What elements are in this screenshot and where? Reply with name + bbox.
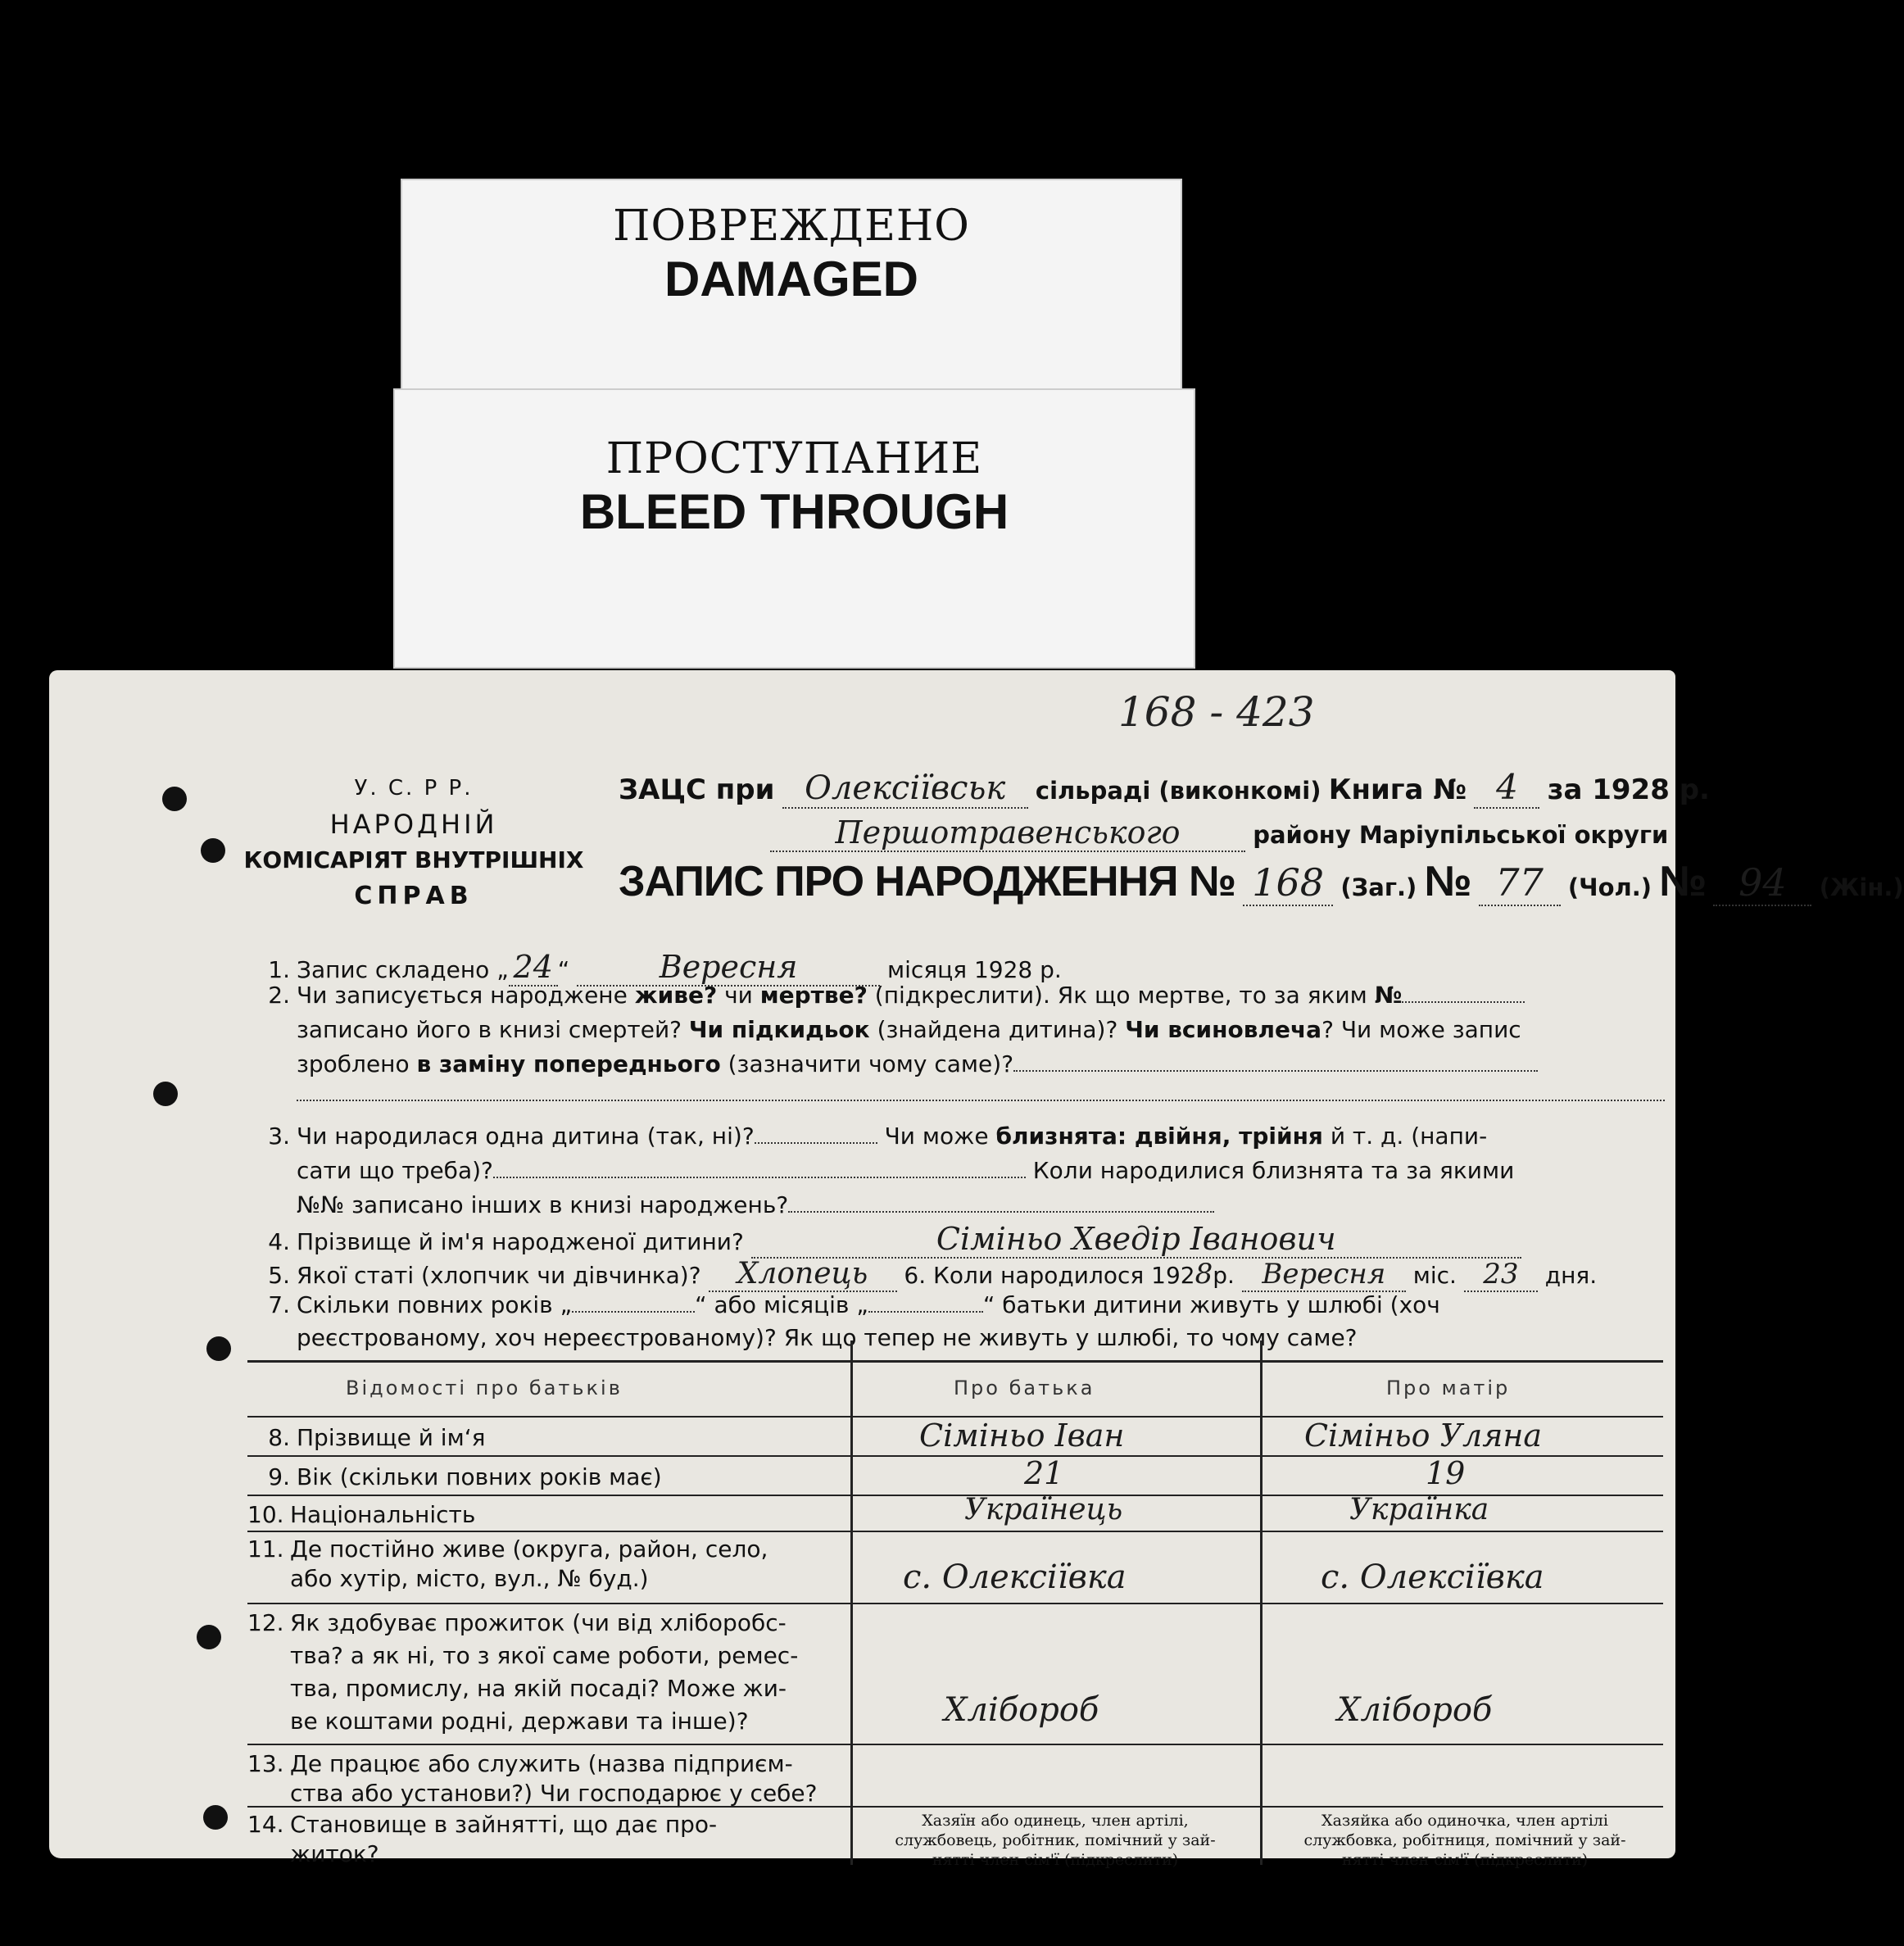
table-row-label: 11. Де постійно живе (округа, район, село, xyxy=(247,1535,768,1563)
table-header-mother: Про матір xyxy=(1386,1377,1511,1399)
child-name-field: Сіміньо Хведір Іванович xyxy=(751,1221,1521,1259)
punch-hole xyxy=(201,838,225,863)
birth-record-document xyxy=(49,670,1904,1869)
record-title xyxy=(619,857,1904,906)
father-name: Сіміньо Іван xyxy=(919,1418,1125,1454)
question-5-6: 5. Якої статі (хлопчик чи дівчинка)? Хлопець 6. Коли народилося 1928р. Вересня міс. 23 дня. xyxy=(268,1257,1598,1291)
damaged-label-ru: ПОВРЕЖДЕНО xyxy=(613,202,970,251)
table-row-label: 10. Національність xyxy=(247,1501,476,1528)
commissariat-line1: НАРОДНІЙ xyxy=(329,809,498,840)
table-row-label-cont: житок? xyxy=(290,1840,379,1867)
table-row-label: 9. Вік (скільки повних років має) xyxy=(268,1463,662,1490)
bleed-label-ru: ПРОСТУПАНИЕ xyxy=(605,434,983,483)
female-number: 94 xyxy=(1713,860,1811,906)
table-row-label-cont: або хутір, місто, вул., № буд.) xyxy=(290,1565,649,1592)
table-header-father: Про батька xyxy=(954,1377,1095,1399)
archive-number: 168 - 423 xyxy=(1118,688,1315,736)
question-2-line3: зроблено в заміну попереднього (зазначити чому саме)? xyxy=(297,1050,1538,1077)
question-2-line2: записано його в книзі смертей? Чи підкидьок (знайдена дитина)? Чи всиновлеча? Чи може запис xyxy=(297,1016,1521,1043)
question-7-line2: реєстрованому, хоч нереєстрованому)? Як що тепер не живуть у шлюбі, то чому саме? xyxy=(297,1324,1358,1351)
village-field: Олексіївськ xyxy=(782,769,1028,809)
table-row-label-cont: ства або установи?) Чи господарює у себе? xyxy=(290,1780,818,1807)
district-label: району Маріупільської округи xyxy=(1253,821,1669,849)
female-label: (Жін.) xyxy=(1819,873,1904,901)
question-3-line3: №№ записано інших в книзі народжень? xyxy=(297,1191,1214,1218)
birth-year-digit: 8 xyxy=(1195,1258,1213,1291)
table-row-label: 14. Становище в зайнятті, що дає про- xyxy=(247,1811,718,1838)
question-1: 1. Запис складено „ 24 “ Вересня місяця 1928 р. xyxy=(268,949,1062,985)
header-district-line xyxy=(770,814,1668,852)
mother-age: 19 xyxy=(1426,1455,1466,1491)
title-text: ЗАПИС ПРО НАРОДЖЕННЯ № xyxy=(619,858,1235,905)
year-label: за 1928 р. xyxy=(1547,773,1710,806)
father-age: 21 xyxy=(1024,1455,1064,1491)
bleed-through-label-card xyxy=(393,388,1195,669)
silradi-label: сільраді (виконкомі) xyxy=(1035,777,1321,805)
header-registry-line xyxy=(619,767,1710,809)
commissariat-line2: КОМІСАРІЯТ ВНУТРІШНІХ xyxy=(243,846,584,873)
female-no-sign: № xyxy=(1659,858,1707,905)
punch-hole xyxy=(203,1805,228,1830)
father-occupation: Хлібороб xyxy=(944,1691,1099,1729)
ussr-label: У. С. Р Р. xyxy=(354,776,474,801)
mother-nationality: Українка xyxy=(1349,1493,1489,1526)
question-3-line2: сати що треба)? Коли народилися близнята та за якими xyxy=(297,1157,1515,1184)
total-number: 168 xyxy=(1243,860,1333,906)
table-row-label-cont: ве коштами родні, держави та інше)? xyxy=(290,1708,749,1735)
question-2-blank-line xyxy=(297,1080,1665,1101)
punch-hole xyxy=(206,1336,231,1361)
birth-day-field: 23 xyxy=(1464,1258,1538,1292)
male-no-sign: № xyxy=(1424,858,1471,905)
mother-residence: с. Олексіївка xyxy=(1321,1558,1544,1596)
question-2-line1: 2. Чи записується народжене живе? чи мертве? (підкреслити). Як що мертве, то за яким № xyxy=(254,982,1525,1009)
father-residence: с. Олексіївка xyxy=(903,1558,1127,1596)
father-nationality: Українець xyxy=(964,1493,1123,1526)
book-number: 4 xyxy=(1474,767,1539,809)
commissariat-line3: СПРАВ xyxy=(354,882,474,910)
district-field: Першотравенського xyxy=(770,814,1245,852)
damaged-label-card xyxy=(401,179,1182,393)
issuing-authority xyxy=(242,770,586,914)
record-day: 24 xyxy=(509,949,558,987)
punch-hole xyxy=(197,1625,221,1649)
table-row-label: 12. Як здобуває прожиток (чи від хліборобс- xyxy=(247,1609,787,1636)
record-month: Вересня xyxy=(577,949,880,987)
question-3-line1: 3. Чи народилася одна дитина (так, ні)? Чи може близнята: двійня, трійня й т. д. (напи- xyxy=(268,1123,1488,1150)
question-4: 4. Прізвище й ім'я народженої дитини? Сіміньо Хведір Іванович xyxy=(254,1221,1521,1259)
table-row-label-cont: тва? а як ні, то з якої саме роботи, ремес- xyxy=(290,1642,799,1669)
male-label: (Чол.) xyxy=(1567,873,1652,901)
question-7-line1: 7. Скільки повних років „ “ або місяців „ “ батьки дитини живуть у шлюбі (хоч xyxy=(268,1291,1440,1318)
damaged-label-en: DAMAGED xyxy=(664,252,918,306)
mother-name: Сіміньо Уляна xyxy=(1304,1418,1543,1454)
table-header-info: Відомості про батьків xyxy=(346,1377,623,1399)
table-row-label: 13. Де працює або служить (назва підприєм- xyxy=(247,1750,793,1777)
mother-occupation: Хлібороб xyxy=(1337,1691,1493,1729)
punch-hole xyxy=(153,1082,178,1106)
birth-month-field: Вересня xyxy=(1242,1258,1406,1292)
book-label: Книга № xyxy=(1328,773,1467,806)
zags-label: ЗАЦС при xyxy=(619,773,775,806)
father-employment-options: Хазяїн або одинець, член артілі, службовець, робітник, помічний у зай- нятті член сім'ї (підкреслити) xyxy=(895,1812,1216,1869)
table-row-label-cont: тва, промислу, на якій посаді? Може жи- xyxy=(290,1675,787,1702)
child-sex-field: Хлопець xyxy=(709,1257,897,1292)
total-label: (Заг.) xyxy=(1340,873,1417,901)
bleed-label-en: BLEED THROUGH xyxy=(579,484,1009,539)
punch-hole xyxy=(162,787,187,811)
table-row-label: 8. Прізвище й ім‘я xyxy=(268,1424,486,1451)
male-number: 77 xyxy=(1479,860,1561,906)
mother-employment-options: Хазяйка або одиночка, член артілі службовка, робітниця, помічний у зай- нятті член сім'ї (підкреслити) xyxy=(1303,1812,1626,1869)
